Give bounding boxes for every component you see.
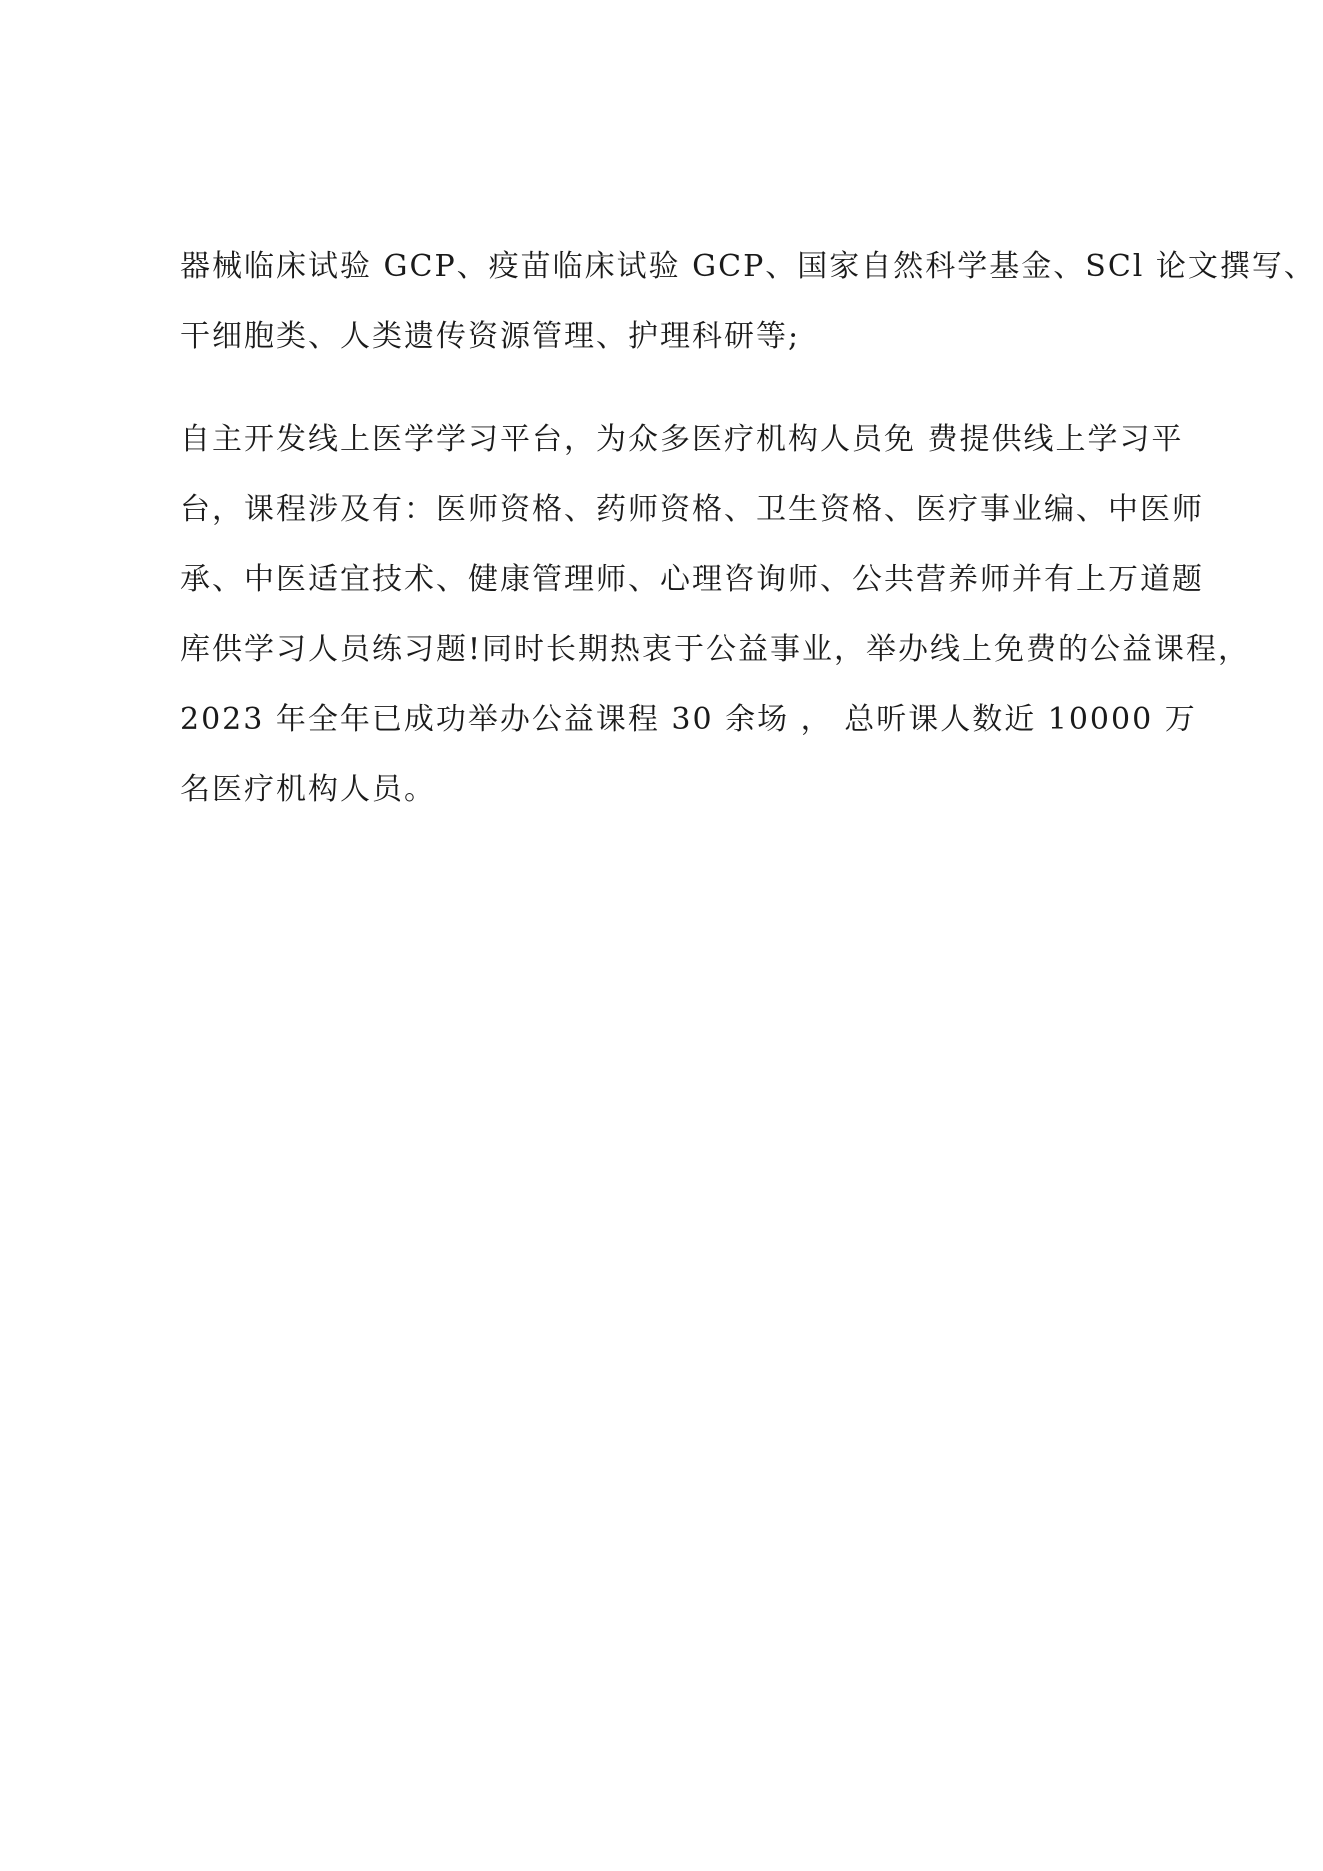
text-line: 器械临床试验 GCP、疫苗临床试验 GCP、国家自然科学基金、SCl 论文撰写、	[180, 249, 1316, 284]
text-line: 库供学习人员练习题!同时长期热衷于公益事业，举办线上免费的公益课程，	[180, 632, 1251, 667]
text-line: 2023 年全年已成功举办公益课程 30 余场 ， 总听课人数近 10000 万	[180, 702, 1197, 737]
text-line: 干细胞类、人类遗传资源管理、护理科研等;	[180, 319, 801, 354]
text-line: 自主开发线上医学学习平台，为众多医疗机构人员免 费提供线上学习平	[180, 422, 1184, 457]
paragraph-learning-platform	[180, 405, 1251, 825]
text-line: 名医疗机构人员。	[180, 772, 436, 807]
text-line: 台，课程涉及有：医师资格、药师资格、卫生资格、医疗事业编、中医师	[180, 492, 1204, 527]
text-line: 承、中医适宜技术、健康管理师、心理咨询师、公共营养师并有上万道题	[180, 562, 1204, 597]
paragraph-research-training	[180, 232, 1316, 372]
